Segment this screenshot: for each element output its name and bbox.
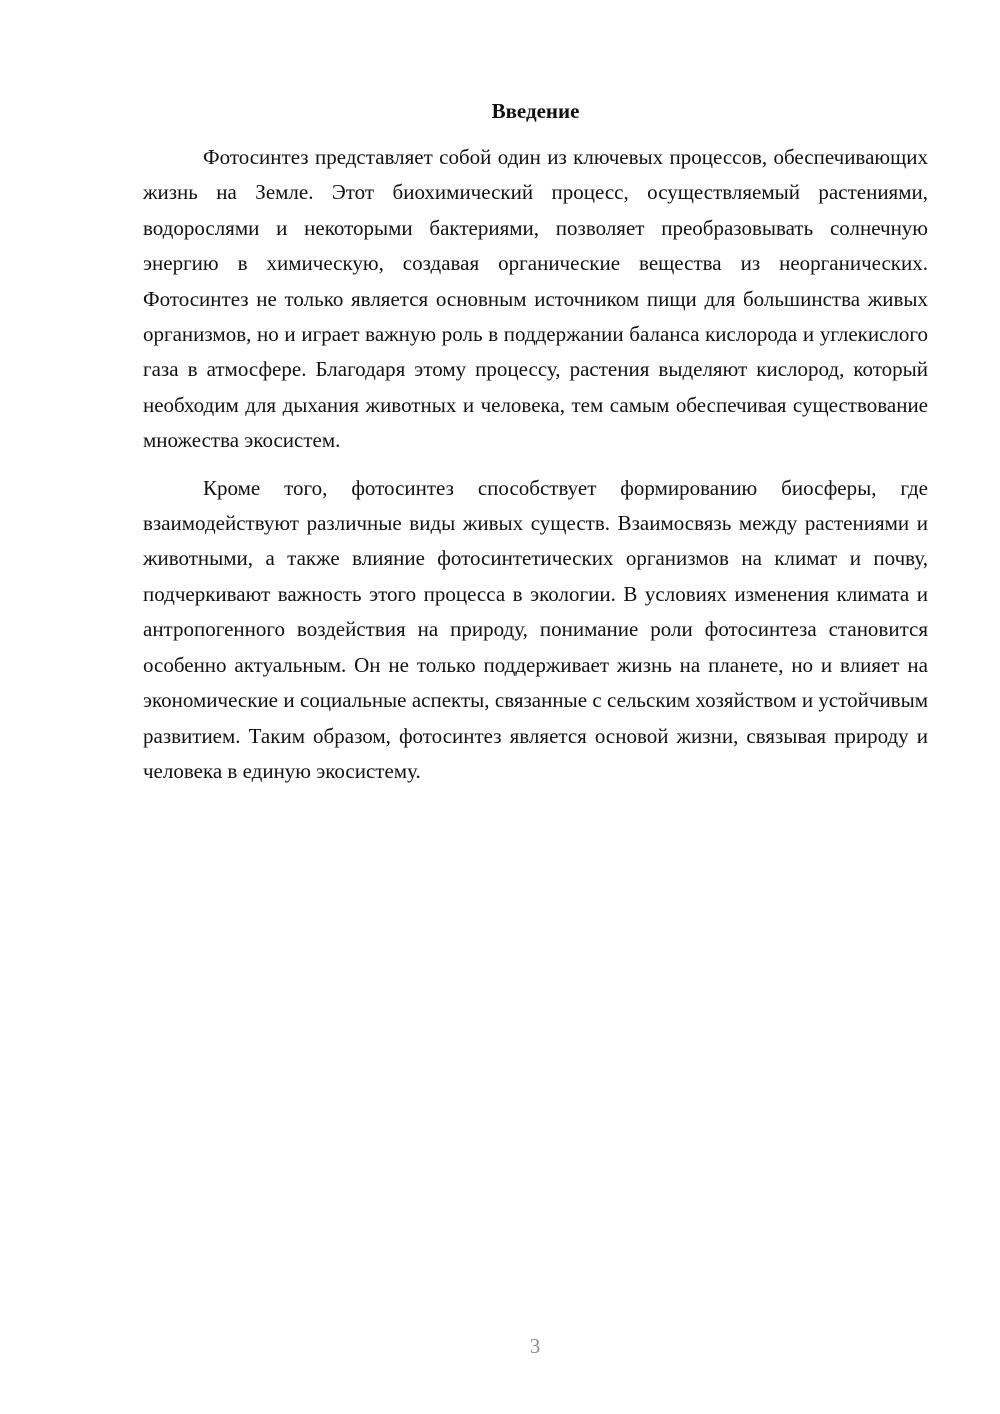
body-paragraph-1: Фотосинтез представляет собой один из ключевых процессов, обеспечивающих жизнь на Земле. Этот биохимический процесс, осуществляемый растениями, водорослями и некоторыми бактериями, позволяет преобразовывать солнечную энергию в химическую, создавая органические вещества из неорганических. Фотосинтез не только является основным источником пищи для большинства живых организмов, но и играет важную роль в поддержании баланса кислорода и углекислого газа в атмосфере. Благодаря этому процессу, растения выделяют кислород, который необходим для дыхания животных и человека, тем самым обеспечивая существование множества экосистем. — [143, 145, 928, 453]
body-paragraph-2: Кроме того, фотосинтез способствует формированию биосферы, где взаимодействуют различные виды живых существ. Взаимосвязь между растениями и животными, а также влияние фотосинтетических организмов на климат и почву, подчеркивают важность этого процесса в экологии. В условиях изменения климата и антропогенного воздействия на природу, понимание роли фотосинтеза становится особенно актуальным. Он не только поддерживает жизнь на планете, но и влияет на экономические и социальные аспекты, связанные с сельским хозяйством и устойчивым развитием. Таким образом, фотосинтез является основой жизни, связывая природу и человека в единую экосистему. — [143, 475, 928, 783]
page-number: 3 — [529, 1334, 541, 1358]
page-content — [143, 94, 928, 789]
section-heading: Введение — [491, 99, 580, 123]
